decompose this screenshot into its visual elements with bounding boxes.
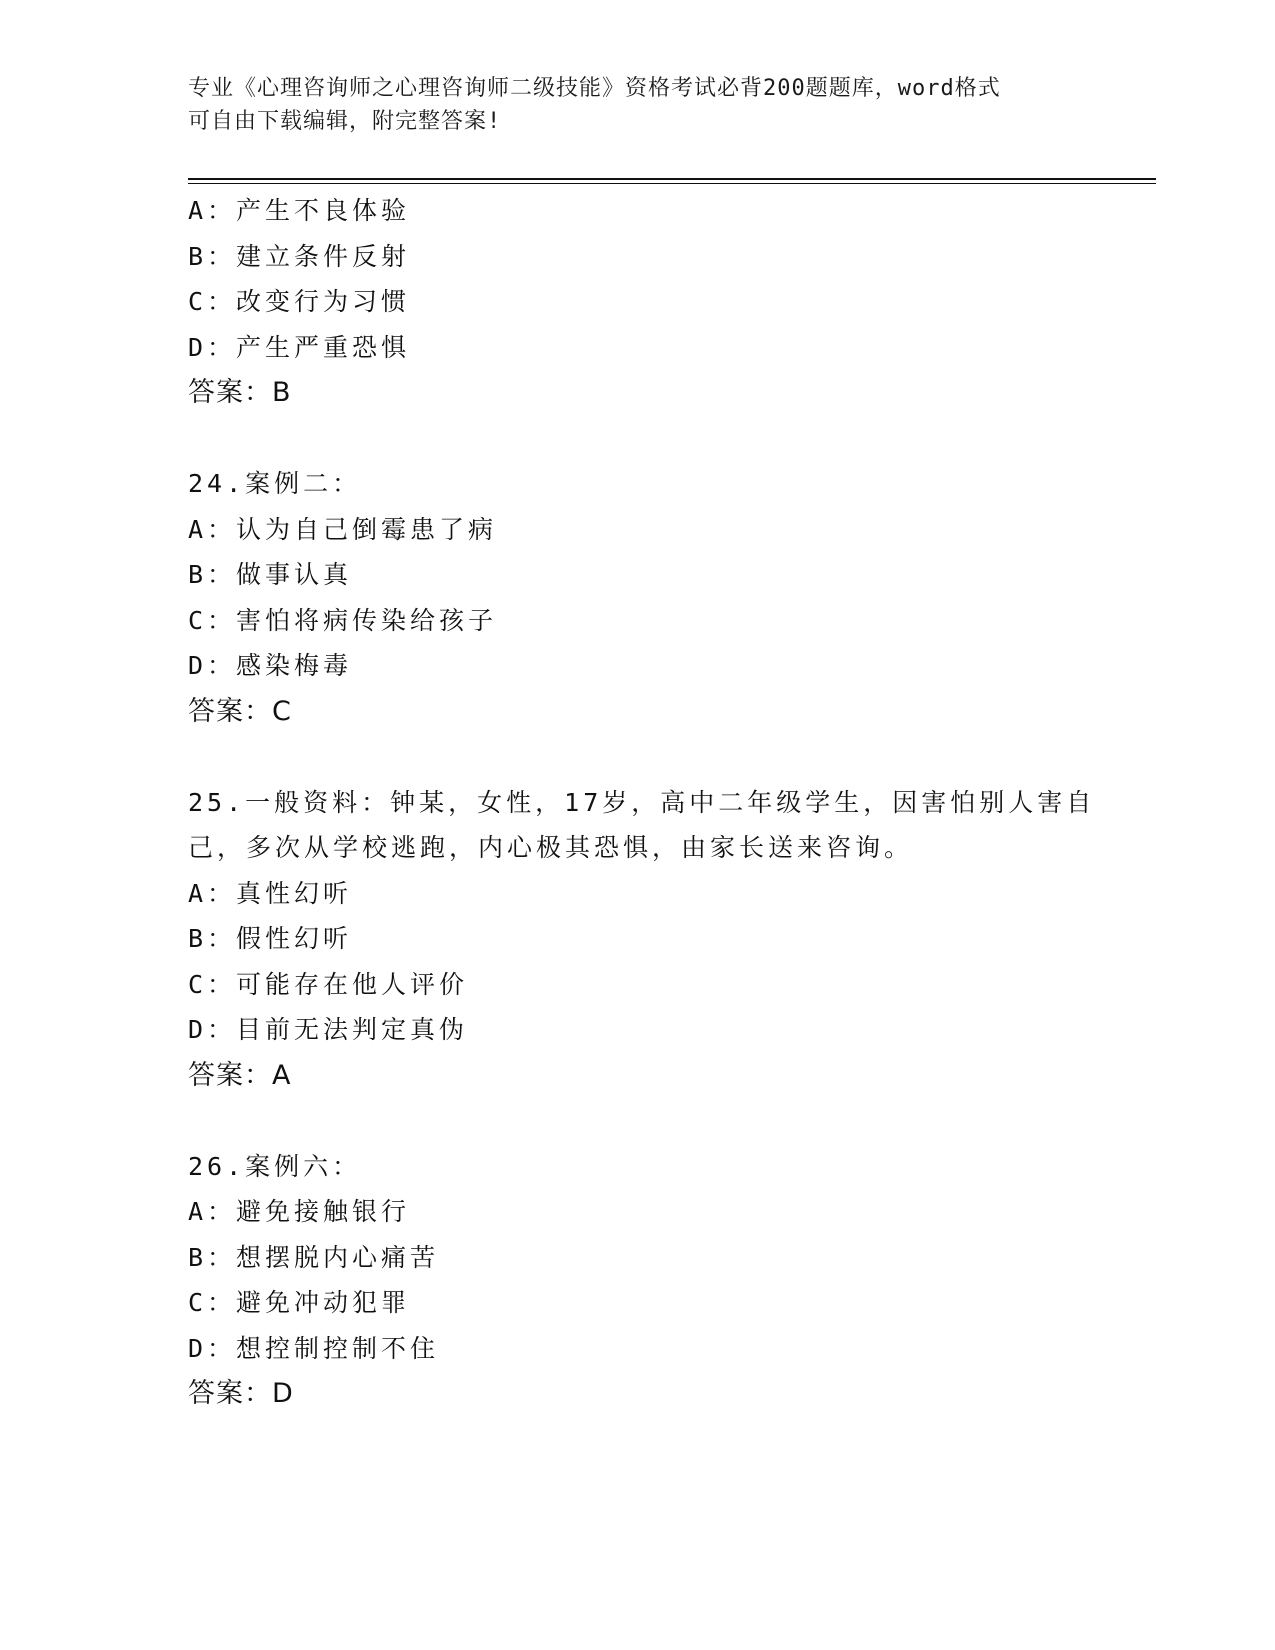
header-rule-thin [188, 183, 1156, 184]
spacer [188, 416, 1108, 462]
header-line-2: 可自由下载编辑，附完整答案! [188, 109, 502, 134]
question-list [188, 188, 1108, 1417]
spacer [188, 1098, 1108, 1144]
option-b: B：想摆脱内心痛苦 [188, 1242, 440, 1272]
option-a: A：认为自己倒霉患了病 [188, 514, 498, 544]
option-d: D：感染梅毒 [188, 651, 353, 680]
option-b: B：假性幻听 [188, 924, 353, 953]
option-a: A：真性幻听 [188, 878, 353, 908]
question-text: 26.案例六： [188, 1151, 362, 1181]
spacer [188, 734, 1108, 780]
question-block-23 [188, 188, 1108, 416]
question-block-24 [188, 461, 1108, 734]
option-c: C：改变行为习惯 [188, 287, 411, 316]
option-a: A：避免接触银行 [188, 1197, 411, 1226]
question-text-line-2: 己，多次从学校逃跑，内心极其恐惧，由家长送来咨询。 [188, 833, 914, 862]
document-header [188, 72, 1088, 138]
answer-line: 答案：D [188, 1378, 294, 1409]
option-c: C：避免冲动犯罪 [188, 1288, 411, 1317]
option-a: A：产生不良体验 [188, 196, 411, 225]
option-c: C：害怕将病传染给孩子 [188, 605, 498, 635]
option-b: B：建立条件反射 [188, 241, 411, 271]
answer-line: 答案：B [188, 377, 292, 408]
header-rule-thick [188, 178, 1156, 180]
answer-line: 答案：A [188, 1059, 292, 1091]
question-text: 24.案例二： [188, 469, 362, 498]
option-c: C：可能存在他人评价 [188, 969, 469, 999]
question-block-25 [188, 780, 1108, 1099]
header-line-1: 专业《心理咨询师之心理咨询师二级技能》资格考试必背200题题库，word格式 [188, 76, 1001, 101]
question-block-26 [188, 1144, 1108, 1417]
option-d: D：产生严重恐惧 [188, 332, 411, 362]
answer-line: 答案：C [188, 695, 292, 727]
option-b: B：做事认真 [188, 560, 353, 589]
question-text-line-1: 25.一般资料：钟某，女性，17岁，高中二年级学生，因害怕别人害自 [188, 787, 1096, 817]
option-d: D：想控制控制不住 [188, 1333, 440, 1363]
option-d: D：目前无法判定真伪 [188, 1015, 469, 1044]
